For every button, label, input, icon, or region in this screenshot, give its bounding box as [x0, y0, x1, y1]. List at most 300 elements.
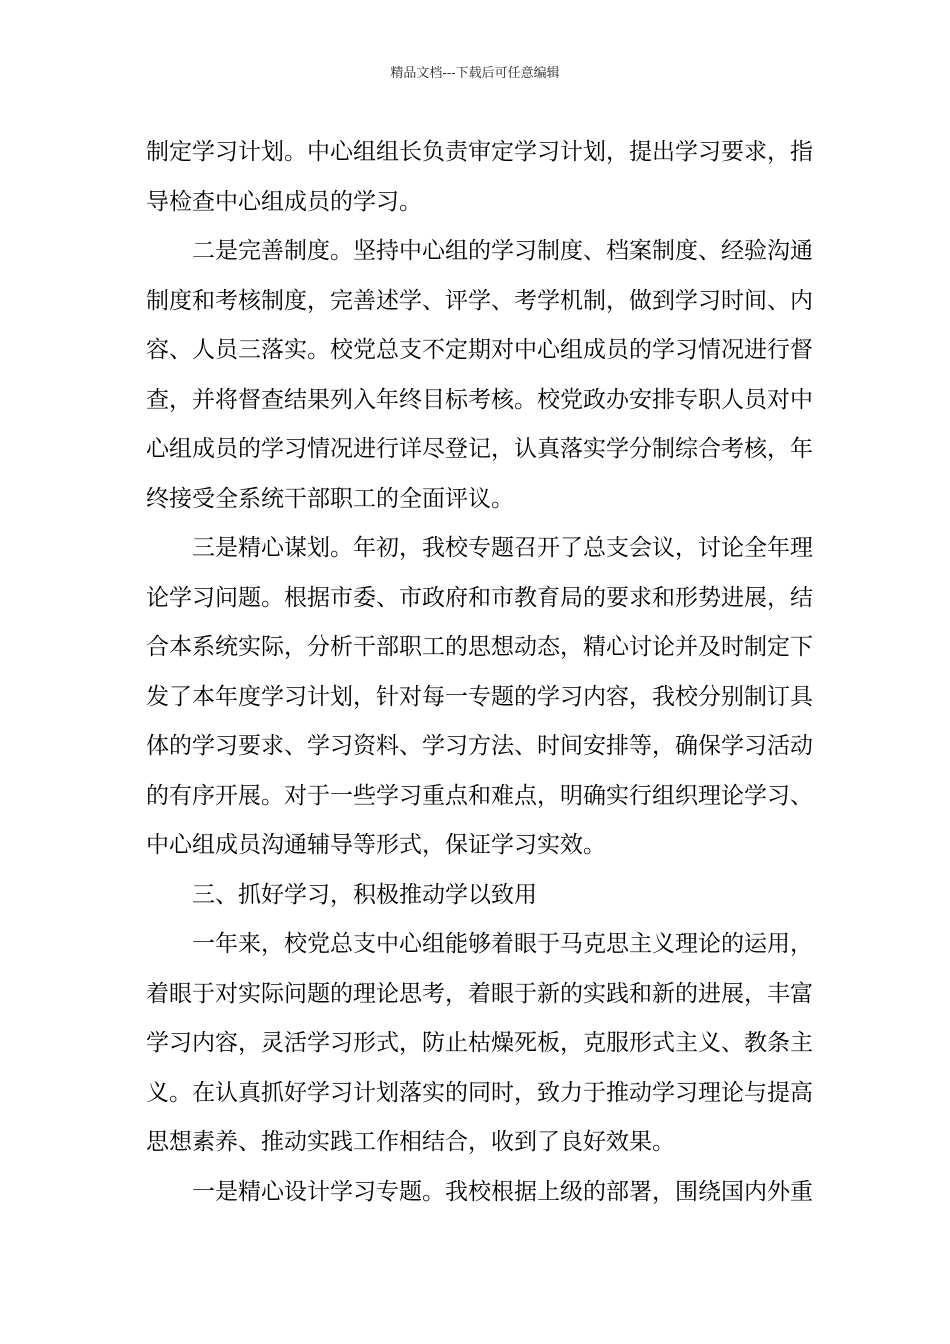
text-char: 学: [537, 287, 560, 314]
text-char: 负: [422, 139, 445, 165]
text-char: 尽: [422, 436, 445, 462]
text-char: ，: [514, 1079, 537, 1106]
text-char: 组: [560, 337, 583, 363]
text-char: 动: [514, 634, 537, 660]
text-char: 党: [353, 337, 376, 363]
text-char: 标: [445, 386, 468, 413]
text-char: ，: [629, 683, 652, 710]
text-char: 形: [675, 584, 698, 611]
text-char: 校: [468, 1178, 491, 1205]
text-char: 思: [468, 634, 491, 660]
text-char: 想: [491, 634, 514, 660]
text-char: 计: [238, 139, 261, 165]
text-char: ，: [560, 1030, 583, 1056]
text-char: 二: [192, 238, 215, 264]
text-char: 校: [330, 337, 353, 363]
text-char: 燥: [491, 1030, 514, 1056]
text-char: 习: [514, 238, 537, 264]
text-char: 登: [445, 436, 468, 462]
text-char: 学: [307, 1030, 330, 1056]
document-body: [146, 128, 813, 1217]
text-char: 学: [399, 287, 422, 314]
text-char: 与: [744, 1079, 767, 1106]
text-char: 讨: [698, 535, 721, 561]
text-line: 中心组成员沟通辅导等形式，保证学习实效。: [146, 832, 606, 858]
text-char: ，: [744, 980, 767, 1007]
text-char: 分: [307, 634, 330, 660]
text-char: 认: [514, 436, 537, 462]
text-char: 心: [606, 634, 629, 660]
text-char: 习: [330, 733, 353, 759]
text-char: 终: [399, 386, 422, 413]
text-char: 于: [583, 1079, 606, 1106]
text-char: 资: [353, 733, 376, 759]
text-char: 止: [445, 1030, 468, 1056]
text-char: 学: [192, 733, 215, 759]
text-line: [146, 722, 813, 772]
text-char: 局: [560, 584, 583, 611]
text-char: 案: [629, 238, 652, 264]
text-char: 行: [629, 782, 652, 809]
text-char: 践: [606, 980, 629, 1007]
text-char: 重: [422, 782, 445, 809]
text-char: 是: [215, 535, 238, 561]
text-char: 态: [537, 634, 560, 660]
text-char: 沟: [767, 238, 790, 264]
text-char: 和: [652, 584, 675, 611]
text-char: 和: [468, 782, 491, 809]
text-char: 的: [238, 436, 261, 462]
text-char: 学: [192, 139, 215, 165]
text-char: 结: [284, 386, 307, 413]
text-char: 员: [744, 386, 767, 413]
text-char: 具: [790, 683, 813, 710]
text-char: 形: [629, 1030, 652, 1056]
text-char: 况: [721, 337, 744, 363]
text-char: 组: [169, 436, 192, 462]
text-char: 一: [192, 931, 215, 957]
text-line: [146, 1069, 813, 1119]
text-char: 板: [537, 1030, 560, 1056]
text-char: 支: [353, 931, 376, 957]
text-char: 评: [445, 287, 468, 314]
text-char: 别: [721, 683, 744, 710]
text-char: 提: [767, 1079, 790, 1106]
text-char: 料: [376, 733, 399, 759]
text-char: 着: [468, 980, 491, 1007]
text-char: 部: [376, 634, 399, 660]
text-char: 人: [721, 386, 744, 413]
text-char: 计: [307, 683, 330, 710]
text-char: 排: [652, 386, 675, 413]
text-char: 内: [790, 287, 813, 314]
text-char: 论: [146, 584, 169, 611]
text-char: 条: [767, 1030, 790, 1056]
text-char: 详: [399, 436, 422, 462]
text-char: 灵: [261, 1030, 284, 1056]
text-char: 高: [790, 1079, 813, 1106]
text-char: 专: [675, 386, 698, 413]
text-char: 员: [606, 337, 629, 363]
text-char: 学: [422, 733, 445, 759]
text-char: 有: [169, 782, 192, 809]
text-char: 理: [675, 931, 698, 957]
text-char: 抓: [261, 1079, 284, 1106]
text-line: [146, 524, 813, 574]
text-char: 论: [376, 980, 399, 1007]
text-char: 统: [215, 634, 238, 660]
text-char: 学: [169, 584, 192, 611]
text-char: 的: [445, 634, 468, 660]
text-char: 我: [445, 1178, 468, 1205]
text-char: 和: [468, 584, 491, 611]
text-char: 论: [721, 535, 744, 561]
text-char: 方: [468, 733, 491, 759]
text-char: 题: [399, 1178, 422, 1205]
text-char: 心: [422, 238, 445, 264]
text-char: 度: [307, 238, 330, 264]
text-char: ，: [169, 386, 192, 413]
text-line: [146, 970, 813, 1020]
text-char: 在: [192, 1079, 215, 1106]
text-char: ，: [537, 782, 560, 809]
text-char: 制: [583, 287, 606, 314]
text-char: 总: [376, 337, 399, 363]
text-char: 心: [330, 139, 353, 165]
text-char: 学: [376, 782, 399, 809]
text-char: 署: [629, 1178, 652, 1205]
text-char: 安: [629, 386, 652, 413]
text-char: 学: [652, 1079, 675, 1106]
text-char: 干: [353, 634, 376, 660]
text-char: 实: [583, 436, 606, 462]
text-char: 题: [491, 535, 514, 561]
text-char: 开: [215, 782, 238, 809]
text-char: 中: [790, 386, 813, 413]
text-char: 真: [238, 1079, 261, 1106]
text-char: 确: [675, 733, 698, 759]
text-char: 查: [146, 386, 169, 413]
text-char: 提: [629, 139, 652, 165]
text-char: 。: [330, 535, 353, 561]
text-char: 况: [330, 436, 353, 462]
text-char: 习: [675, 1079, 698, 1106]
text-char: 习: [353, 1178, 376, 1205]
text-char: 时: [721, 634, 744, 660]
text-char: 。: [284, 139, 307, 165]
text-char: 。: [514, 386, 537, 413]
text-char: 法: [491, 733, 514, 759]
text-char: 划: [261, 139, 284, 165]
text-char: 校: [675, 683, 698, 710]
text-char: 府: [445, 584, 468, 611]
text-char: 精: [238, 1178, 261, 1205]
text-char: 划: [376, 1079, 399, 1106]
text-char: 党: [560, 386, 583, 413]
text-char: 推: [606, 1079, 629, 1106]
text-char: 实: [422, 1079, 445, 1106]
text-char: ，: [284, 634, 307, 660]
text-char: 制: [652, 238, 675, 264]
text-char: 。: [307, 337, 330, 363]
text-char: 习: [330, 1079, 353, 1106]
text-char: 内: [744, 1178, 767, 1205]
text-char: 责: [445, 139, 468, 165]
text-char: 、: [767, 287, 790, 314]
text-char: 富: [790, 980, 813, 1007]
text-char: 成: [583, 337, 606, 363]
text-char: 审: [468, 139, 491, 165]
text-char: 学: [307, 733, 330, 759]
text-char: 档: [606, 238, 629, 264]
text-char: 习: [330, 1030, 353, 1056]
text-char: ，: [399, 535, 422, 561]
text-char: 对: [491, 337, 514, 363]
text-line: [146, 326, 813, 376]
text-char: 展: [238, 782, 261, 809]
text-char: 容: [146, 337, 169, 363]
text-char: 实: [606, 782, 629, 809]
text-char: 服: [606, 1030, 629, 1056]
text-char: 定: [491, 139, 514, 165]
text-char: 主: [675, 1030, 698, 1056]
text-char: 。: [261, 782, 284, 809]
text-char: 合: [698, 436, 721, 462]
text-char: 实: [284, 337, 307, 363]
text-char: 度: [238, 683, 261, 710]
text-char: 本: [192, 683, 215, 710]
text-char: 同: [468, 1079, 491, 1106]
text-char: 本: [169, 634, 192, 660]
text-char: 度: [675, 238, 698, 264]
text-char: 教: [514, 584, 537, 611]
text-char: 组: [652, 782, 675, 809]
text-char: 、: [698, 238, 721, 264]
text-char: 校: [537, 386, 560, 413]
text-char: 要: [606, 584, 629, 611]
text-char: 主: [629, 931, 652, 957]
text-char: 等: [629, 733, 652, 759]
text-char: 市: [330, 584, 353, 611]
text-char: 谋: [284, 535, 307, 561]
text-char: 习: [192, 584, 215, 611]
text-char: 核: [491, 386, 514, 413]
text-char: 丰: [767, 980, 790, 1007]
text-char: 间: [560, 733, 583, 759]
text-char: 员: [215, 436, 238, 462]
text-char: 确: [583, 782, 606, 809]
text-char: 考: [721, 436, 744, 462]
text-char: 心: [261, 1178, 284, 1205]
text-char: ，: [606, 287, 629, 314]
text-char: 眼: [169, 980, 192, 1007]
text-char: 党: [307, 931, 330, 957]
text-char: ，: [445, 980, 468, 1007]
text-char: 于: [537, 931, 560, 957]
text-char: 思: [399, 980, 422, 1007]
text-char: 情: [698, 337, 721, 363]
text-char: 求: [744, 139, 767, 165]
text-line: [146, 920, 813, 970]
text-char: 持: [376, 238, 399, 264]
text-char: 度: [284, 287, 307, 314]
text-char: 督: [790, 337, 813, 363]
text-char: 认: [215, 1079, 238, 1106]
text-char: 展: [744, 584, 767, 611]
text-char: 习: [767, 782, 790, 809]
text-char: 长: [399, 139, 422, 165]
text-char: 思: [606, 931, 629, 957]
text-char: 坚: [353, 238, 376, 264]
text-char: 题: [307, 980, 330, 1007]
text-char: 中: [399, 238, 422, 264]
text-char: 验: [744, 238, 767, 264]
text-char: 年: [376, 386, 399, 413]
text-char: 间: [744, 287, 767, 314]
text-char: 题: [238, 584, 261, 611]
text-char: 形: [353, 1030, 376, 1056]
text-char: 的: [629, 337, 652, 363]
text-char: 全: [744, 535, 767, 561]
text-char: 的: [675, 980, 698, 1007]
text-char: 考: [514, 287, 537, 314]
text-char: 理: [698, 782, 721, 809]
text-char: 够: [468, 931, 491, 957]
text-char: 并: [192, 386, 215, 413]
text-char: 考: [468, 386, 491, 413]
text-char: 论: [721, 782, 744, 809]
text-char: 际: [261, 980, 284, 1007]
text-char: 组: [353, 139, 376, 165]
text-char: 真: [537, 436, 560, 462]
text-char: 实: [238, 980, 261, 1007]
text-char: 制: [146, 139, 169, 165]
text-char: 发: [146, 683, 169, 710]
text-char: 难: [491, 782, 514, 809]
text-char: 动: [629, 1079, 652, 1106]
text-char: 年: [767, 535, 790, 561]
text-char: 教: [744, 1030, 767, 1056]
text-char: 习: [399, 782, 422, 809]
text-char: 订: [767, 683, 790, 710]
text-char: ，: [790, 931, 813, 957]
text-char: ，: [491, 436, 514, 462]
text-char: 眼: [514, 931, 537, 957]
text-char: 制: [284, 238, 307, 264]
text-char: 枯: [468, 1030, 491, 1056]
text-char: 着: [146, 980, 169, 1007]
text-char: 学: [261, 436, 284, 462]
text-char: 核: [744, 436, 767, 462]
text-char: 年: [215, 683, 238, 710]
text-char: 职: [698, 386, 721, 413]
text-char: 分: [698, 683, 721, 710]
text-char: 目: [422, 386, 445, 413]
text-char: 式: [652, 1030, 675, 1056]
text-char: 对: [215, 980, 238, 1007]
text-char: 出: [652, 139, 675, 165]
text-char: 论: [652, 634, 675, 660]
text-char: 势: [698, 584, 721, 611]
text-char: 专: [468, 535, 491, 561]
text-char: 结: [790, 584, 813, 611]
text-char: 组: [445, 238, 468, 264]
text-line: 终接受全系统干部职工的全面评议。: [146, 485, 514, 512]
text-char: 落: [399, 1079, 422, 1106]
text-char: 、: [491, 287, 514, 314]
text-char: 学: [744, 782, 767, 809]
text-char: 开: [537, 535, 560, 561]
text-char: 核: [238, 287, 261, 314]
text-char: 支: [606, 535, 629, 561]
text-char: 活: [284, 1030, 307, 1056]
text-char: 习: [698, 139, 721, 165]
text-line: [146, 425, 813, 475]
text-char: 于: [514, 980, 537, 1007]
text-char: 三: [192, 535, 215, 561]
text-char: 学: [261, 683, 284, 710]
text-char: 习: [744, 733, 767, 759]
text-char: 习: [560, 683, 583, 710]
text-char: 理: [698, 1079, 721, 1106]
text-char: 心: [146, 436, 169, 462]
text-char: 学: [491, 238, 514, 264]
text-char: 并: [675, 634, 698, 660]
text-char: 果: [307, 386, 330, 413]
text-char: 员: [215, 337, 238, 363]
text-char: 习: [215, 139, 238, 165]
text-char: 习: [284, 436, 307, 462]
text-char: 善: [353, 287, 376, 314]
text-char: 和: [192, 287, 215, 314]
text-char: 主: [790, 1030, 813, 1056]
text-char: 了: [560, 535, 583, 561]
text-char: 些: [353, 782, 376, 809]
text-char: 中: [376, 931, 399, 957]
text-char: 校: [284, 931, 307, 957]
text-char: 下: [790, 634, 813, 660]
text-char: 求: [629, 584, 652, 611]
text-char: 习: [284, 683, 307, 710]
text-char: 心: [537, 337, 560, 363]
text-char: 际: [261, 634, 284, 660]
text-char: 了: [169, 683, 192, 710]
text-char: 的: [330, 980, 353, 1007]
text-char: 于: [192, 980, 215, 1007]
text-char: 致: [537, 1079, 560, 1106]
text-char: 防: [422, 1030, 445, 1056]
text-char: ，: [560, 634, 583, 660]
text-char: 动: [790, 733, 813, 759]
text-char: 。: [261, 584, 284, 611]
text-char: 委: [353, 584, 376, 611]
text-char: ，: [238, 1030, 261, 1056]
text-char: 心: [399, 931, 422, 957]
text-char: 年: [790, 436, 813, 462]
text-char: 及: [698, 634, 721, 660]
text-line: 三、抓好学习，积极推动学以致用: [192, 881, 537, 908]
text-char: 市: [491, 584, 514, 611]
text-char: 机: [560, 287, 583, 314]
text-line: [146, 623, 813, 673]
text-char: 明: [560, 782, 583, 809]
text-char: 一: [192, 1178, 215, 1205]
text-char: ，: [767, 584, 790, 611]
text-char: 理: [353, 980, 376, 1007]
text-char: 、: [721, 1030, 744, 1056]
text-line: 导检查中心组成员的学习。: [146, 188, 422, 215]
text-char: 展: [721, 980, 744, 1007]
